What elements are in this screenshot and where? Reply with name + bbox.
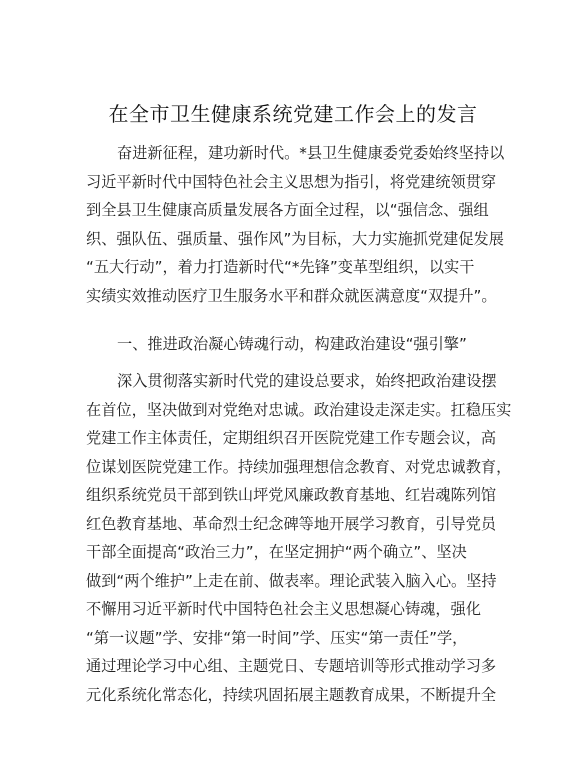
- paragraph-line: 干部全面提高“政治三力”，在坚定拥护“两个确立”、坚决: [86, 543, 467, 561]
- section-heading-text: 一、推进政治凝心铸魂行动，构建政治建设“强引擎”: [117, 335, 467, 353]
- paragraph-line: “五大行动”，着力打造新时代“*先锋”变革型组织，以实干: [86, 258, 475, 276]
- paragraph-line: 通过理论学习中心组、主题党日、专题培训等形式推动学习多: [86, 657, 497, 675]
- paragraph-line: 红色教育基地、革命烈士纪念碑等地开展学习教育，引导党员: [86, 514, 497, 533]
- paragraph-line: “第一议题”学、安排“第一时间”学、压实“第一责任”学，: [86, 628, 468, 647]
- paragraph-line: 元化系统化常态化，持续巩固拓展主题教育成果，不断提升全: [86, 685, 497, 704]
- document-title: 在全市卫生健康系统党建工作会上的发言: [108, 102, 478, 126]
- paragraph-line: 实绩实效推动医疗卫生服务水平和群众就医满意度“双提升”。: [86, 286, 497, 305]
- paragraph-line: 奋进新征程，建功新时代。*县卫生健康委党委始终坚持以: [117, 144, 505, 162]
- paragraph-line: 做到“两个维护”上走在前、做表率。理论武装入脑入心。坚持: [86, 571, 497, 590]
- paragraph-line: 织、强队伍、强质量、强作风”为目标，大力实施抓党建促发展: [86, 229, 504, 248]
- paragraph-line: 到全县卫生健康高质量发展各方面全过程，以“强信念、强组: [86, 201, 489, 219]
- paragraph-line: 不懈用习近平新时代中国特色社会主义思想凝心铸魂，强化: [86, 600, 481, 618]
- paragraph-line: 习近平新时代中国特色社会主义思想为指引，将党建统领贯穿: [86, 172, 497, 191]
- paragraph-line: 在首位，坚决做到对党绝对忠诚。政治建设走深走实。扛稳压实: [86, 400, 512, 419]
- intro-paragraph: [86, 139, 506, 310]
- section-heading: [86, 330, 506, 359]
- paragraph-line: 党建工作主体责任，定期组织召开医院党建工作专题会议，高: [86, 429, 497, 447]
- paragraph-line: 组织系统党员干部到铁山坪党风廉政教育基地、红岩魂陈列馆: [86, 486, 497, 504]
- paragraph-line: 位谋划医院党建工作。持续加强理想信念教育、对党忠诚教育，: [86, 457, 512, 476]
- paragraph-line: 深入贯彻落实新时代党的建设总要求，始终把政治建设摆: [117, 372, 497, 390]
- section-paragraph: [86, 367, 512, 709]
